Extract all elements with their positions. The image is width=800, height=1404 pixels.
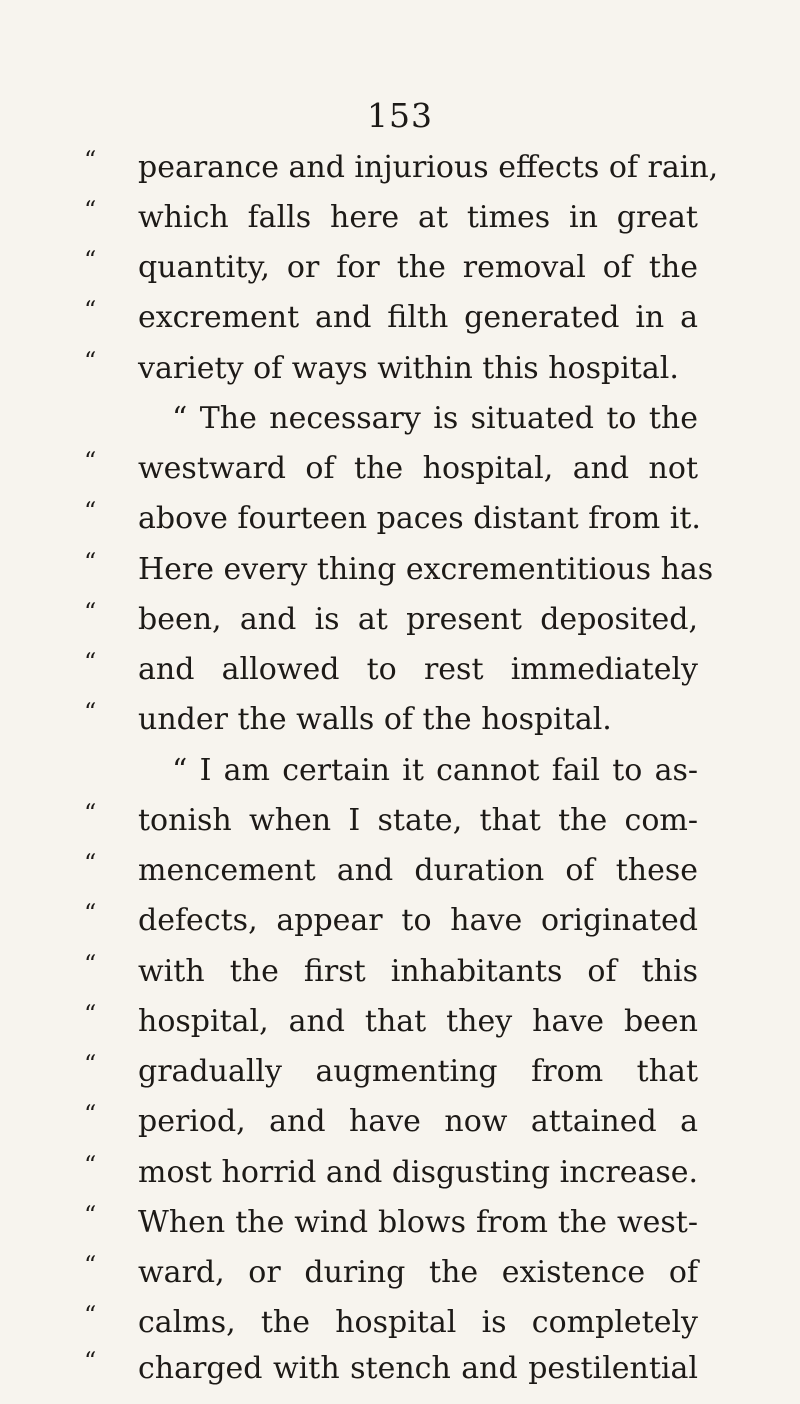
line-text: calms, the hospital is completely (138, 1305, 698, 1340)
line-text: most horrid and disgusting increase. (138, 1155, 699, 1190)
quote-mark: “ (84, 849, 97, 877)
quote-mark: “ (84, 648, 97, 676)
line-text: mencement and duration of these (138, 853, 698, 888)
line-text: period, and have now attained a (138, 1104, 698, 1139)
line-text: ward, or during the existence of (138, 1255, 698, 1290)
quote-mark: “ (84, 447, 97, 475)
line-text: under the walls of the hospital. (138, 702, 612, 737)
quote-mark: “ (84, 950, 97, 978)
quote-mark: “ (84, 146, 97, 174)
line-text: which falls here at times in great (138, 200, 698, 235)
quote-mark: “ (84, 598, 97, 626)
quote-mark: “ (84, 347, 97, 375)
line-text: “ The necessary is situated to the (172, 401, 698, 436)
line-text: hospital, and that they have been (138, 1004, 698, 1039)
line-text: excrement and filth generated in a (138, 300, 698, 335)
quote-mark: “ (84, 246, 97, 274)
quote-mark: “ (84, 899, 97, 927)
quote-mark: “ (84, 196, 97, 224)
quote-mark: “ (84, 548, 97, 576)
page-number: 153 (367, 96, 433, 135)
line-text: defects, appear to have originated (138, 903, 698, 938)
line-text: with the first inhabitants of this (138, 954, 698, 989)
quote-mark: “ (84, 1201, 97, 1229)
line-text: westward of the hospital, and not (138, 451, 698, 486)
quote-mark: “ (84, 1100, 97, 1128)
line-text: tonish when I state, that the com- (138, 803, 698, 838)
quote-mark: “ (84, 1301, 97, 1329)
line-text: pearance and injurious effects of rain, (138, 150, 719, 185)
line-text: charged with stench and pestilential (138, 1351, 698, 1386)
line-text: variety of ways within this hospital. (138, 351, 679, 386)
line-text: and allowed to rest immediately (138, 652, 698, 687)
line-text: above fourteen paces distant from it. (138, 501, 701, 536)
line-text: gradually augmenting from that (138, 1054, 698, 1089)
quote-mark: “ (84, 497, 97, 525)
quote-mark: “ (84, 1251, 97, 1279)
quote-mark: “ (84, 1347, 97, 1375)
line-text: When the wind blows from the west- (138, 1205, 698, 1240)
quote-mark: “ (84, 698, 97, 726)
line-text: quantity, or for the removal of the (138, 250, 698, 285)
quote-mark: “ (84, 1000, 97, 1028)
quote-mark: “ (84, 296, 97, 324)
line-text: Here every thing excrementitious has (138, 552, 714, 587)
quote-mark: “ (84, 1050, 97, 1078)
quote-mark: “ (84, 1151, 97, 1179)
quote-mark: “ (84, 799, 97, 827)
line-text: been, and is at present deposited, (138, 602, 698, 637)
line-text: “ I am certain it cannot fail to as- (172, 753, 698, 788)
